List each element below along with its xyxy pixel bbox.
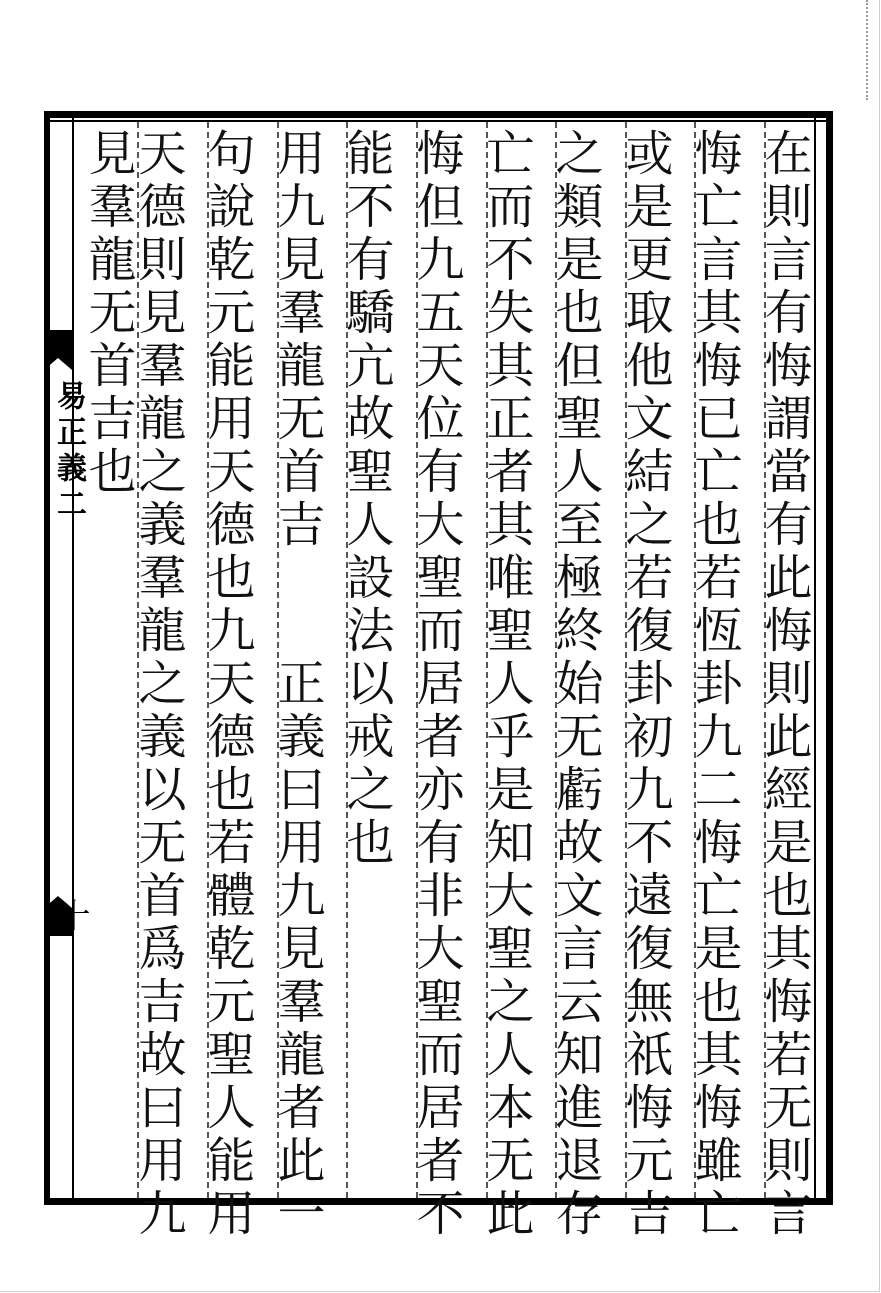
text-column-2: 悔亡言其悔已亡也若恆卦九二悔亡是也其悔雖亡	[686, 128, 742, 1241]
frame-left-border	[44, 111, 50, 1205]
text-column-11: 見羣龍无首吉也	[80, 128, 136, 499]
text-column-6: 悔但九五天位有大聖而居者亦有非大聖而居者不	[408, 128, 464, 1241]
text-column-3: 或是更取他文結之若復卦初九不遠復無祇悔元吉	[617, 128, 673, 1241]
frame-top-border	[44, 111, 828, 118]
text-column-7: 能不有驕亢故聖人設法以戒之也	[338, 128, 394, 870]
text-column-10: 天德則見羣龍之義羣龍之義以无首爲吉故曰用九	[130, 128, 186, 1241]
text-column-4: 之類是也但聖人至極終始无虧故文言云知進退存	[547, 128, 603, 1241]
text-column-1: 在則言有悔謂當有此悔則此經是也其悔若无則言	[756, 128, 812, 1241]
text-column-9: 句說乾元能用天德也九天德也若體乾元聖人能用	[199, 128, 255, 1241]
gutter-divider	[72, 118, 74, 1200]
text-column-5: 亡而不失其正者其唯聖人乎是知大聖之人本无此	[478, 128, 534, 1241]
gutter-title: 易正義二	[51, 380, 86, 524]
text-column-8: 用九見羣龍无首吉 正義曰用九見羣龍者此一	[269, 128, 325, 1241]
margin-dots	[866, 0, 872, 100]
frame-top-inner-border	[44, 120, 828, 122]
gutter-page-number: 十	[50, 898, 90, 932]
frame-right-border	[826, 111, 833, 1205]
frame-right-inner-border	[814, 118, 816, 1200]
